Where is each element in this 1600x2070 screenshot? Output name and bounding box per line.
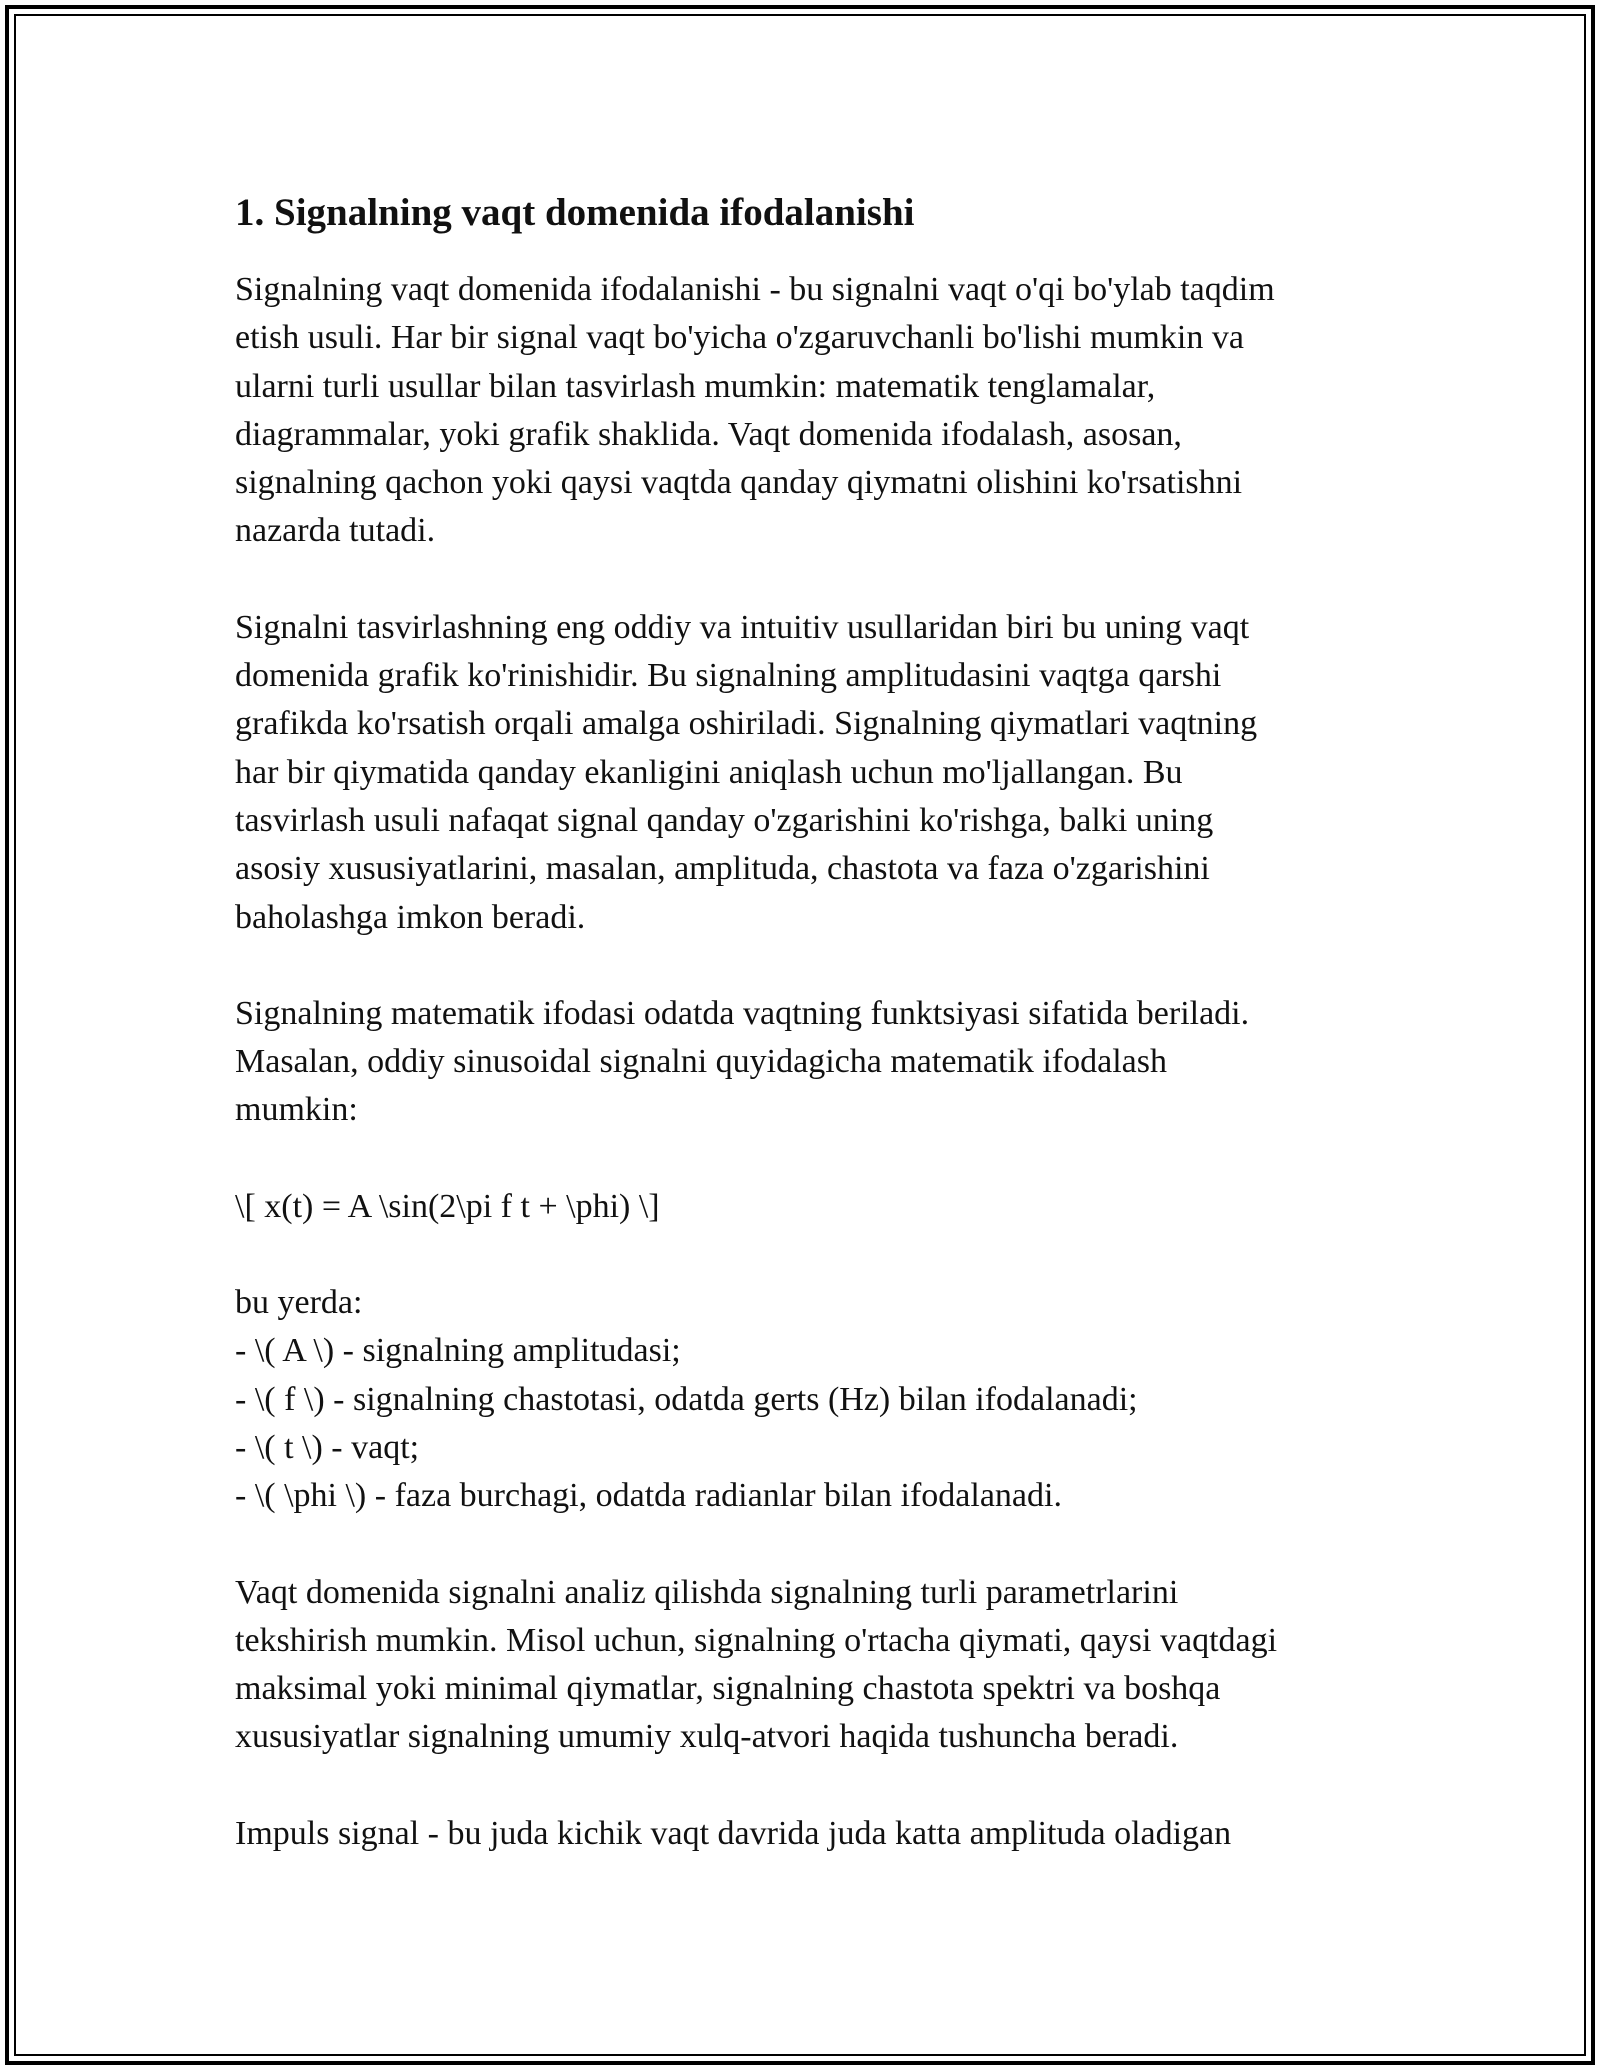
paragraph-3: Signalning matematik ifodasi odatda vaqtning funktsiyasi sifatida beriladi. Masalan, oddiy sinusoidal signalni quyidagicha matematik ifodalash mumkin: — [235, 994, 1250, 1129]
list-item: - \( A \) - signalning amplitudasi; — [235, 1332, 681, 1370]
paragraph-1: Signalning vaqt domenida ifodalanishi - bu signalni vaqt o'qi bo'ylab taqdim etish usuli. Har bir signal vaqt bo'yicha o'zgaruvchanli bo'lishi mumkin va ularni turli usullar bilan tasvirlash mumkin: matematik tenglamalar, diagrammalar, yoki grafik shaklida. Vaqt domenida ifodalash, asosan, signalning qachon yoki qaysi vaqtda qanday qiymatni olishini ko'rsatishni nazarda tutadi. — [235, 271, 1275, 550]
list-intro: bu yerda: — [235, 1284, 363, 1322]
variable-list — [235, 1279, 1385, 1520]
paragraph-2: Signalni tasvirlashning eng oddiy va intuitiv usullaridan biri bu uning vaqt domenida grafik ko'rinishidir. Bu signalning amplitudasini vaqtga qarshi grafikda ko'rsatish orqali amalga oshiriladi. Signalning qiymatlari vaqtning har bir qiymatida qanday ekanligini aniqlash uchun mo'ljallangan. Bu tasvirlash usuli nafaqat signal qanday o'zgarishini ko'rishga, balki uning asosiy xususiyatlarini, masalan, amplituda, chastota va faza o'zgarishini baholashga imkon beradi. — [235, 608, 1258, 936]
paragraph-4: Vaqt domenida signalni analiz qilishda signalning turli parametrlarini tekshirish mumkin. Misol uchun, signalning o'rtacha qiymati, qaysi vaqtdagi maksimal yoki minimal qiymatlar, signalning chastota spektri va boshqa xususiyatlar signalning umumiy xulq-atvori haqida tushuncha beradi. — [235, 1573, 1278, 1756]
paragraph-5-start: Impuls signal - bu juda kichik vaqt davrida juda katta amplituda oladigan — [235, 1814, 1232, 1852]
equation: \[ x(t) = A \sin(2\pi f t + \phi) \] — [235, 1187, 660, 1225]
section-heading: 1. Signalning vaqt domenida ifodalanishi — [235, 191, 915, 234]
list-item: - \( \phi \) - faza burchagi, odatda radianlar bilan ifodalanadi. — [235, 1477, 1062, 1515]
document-body — [235, 186, 1385, 1906]
list-item: - \( f \) - signalning chastotasi, odatda gerts (Hz) bilan ifodalanadi; — [235, 1380, 1138, 1418]
list-item: - \( t \) - vaqt; — [235, 1428, 420, 1466]
